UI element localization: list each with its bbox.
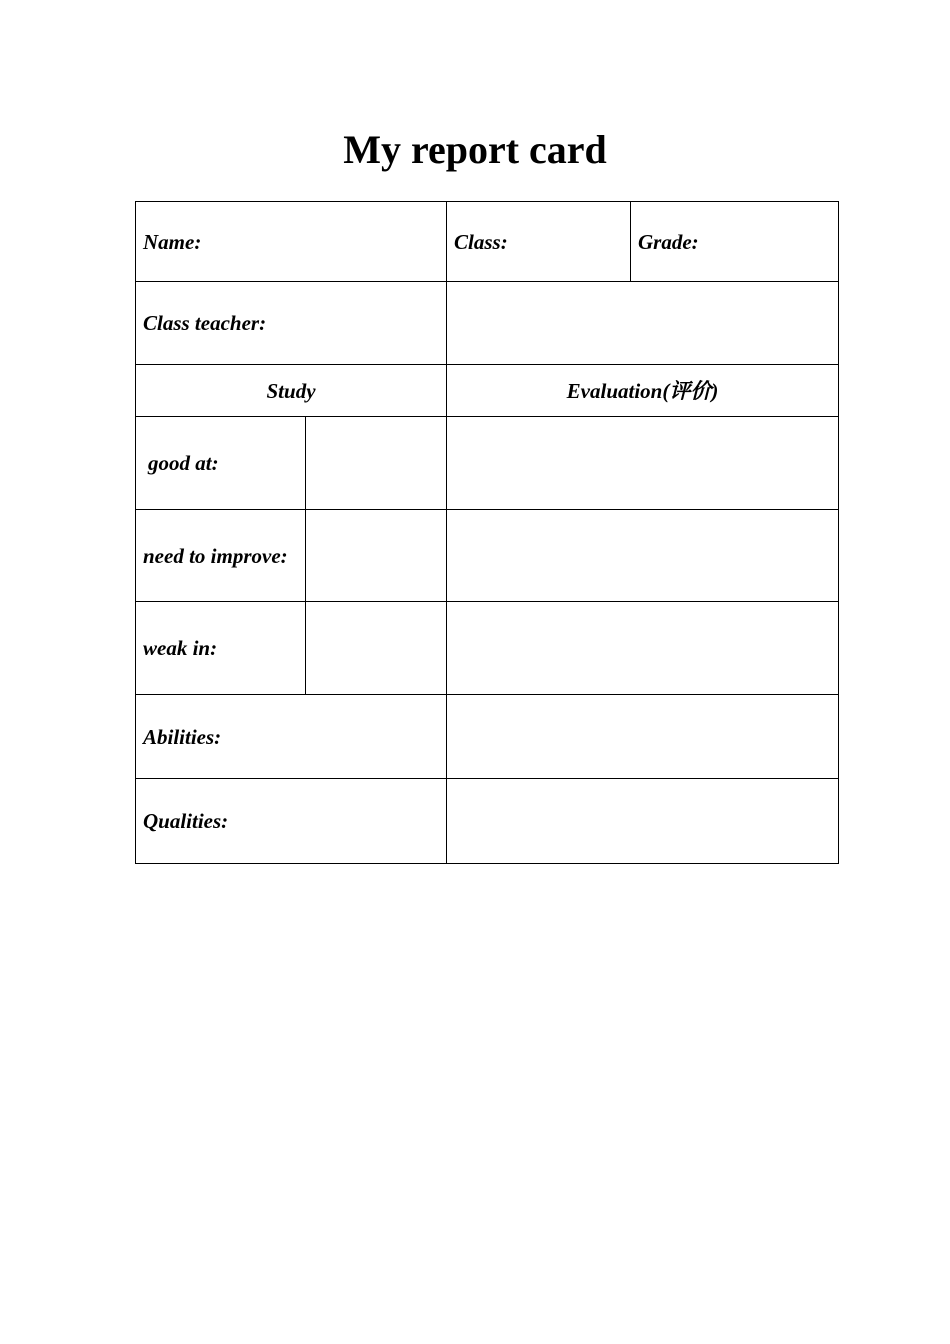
study-header: Study <box>266 378 316 403</box>
weak-in-label: weak in: <box>143 636 218 660</box>
abilities-evaluation-cell[interactable] <box>447 695 839 779</box>
name-cell[interactable] <box>136 202 447 282</box>
table-row-class-teacher <box>136 282 839 365</box>
need-to-improve-subject-cell[interactable] <box>306 510 447 602</box>
qualities-evaluation-cell[interactable] <box>447 779 839 864</box>
class-cell[interactable] <box>447 202 631 282</box>
grade-cell[interactable] <box>631 202 839 282</box>
qualities-label-cell <box>136 779 447 864</box>
class-teacher-input-cell[interactable] <box>447 282 839 365</box>
evaluation-header: Evaluation(评价) <box>566 378 719 403</box>
need-to-improve-label: need to improve: <box>143 543 288 568</box>
good-at-evaluation-cell[interactable] <box>447 417 839 510</box>
table-row-abilities <box>136 695 839 779</box>
class-teacher-label: Class teacher: <box>143 311 267 335</box>
table-row-qualities <box>136 779 839 864</box>
grade-label: Grade: <box>638 229 699 254</box>
good-at-label: good at: <box>148 451 219 475</box>
good-at-label-cell <box>136 417 306 510</box>
table-row-need-to-improve <box>136 510 839 602</box>
need-to-improve-evaluation-cell[interactable] <box>447 510 839 602</box>
class-label: Class: <box>454 229 508 254</box>
weak-in-label-cell <box>136 602 306 695</box>
qualities-label: Qualities: <box>143 809 229 833</box>
need-to-improve-label-cell <box>136 510 306 602</box>
abilities-label-cell <box>136 695 447 779</box>
table-row-section-header <box>136 365 839 417</box>
report-card-table <box>135 201 839 864</box>
page-title: My report card <box>343 127 607 172</box>
class-teacher-label-cell <box>136 282 447 365</box>
evaluation-header-cell <box>447 365 839 417</box>
weak-in-subject-cell[interactable] <box>306 602 447 695</box>
weak-in-evaluation-cell[interactable] <box>447 602 839 695</box>
good-at-subject-cell[interactable] <box>306 417 447 510</box>
table-row-good-at <box>136 417 839 510</box>
name-label: Name: <box>143 229 202 254</box>
study-header-cell <box>136 365 447 417</box>
abilities-label: Abilities: <box>143 724 222 749</box>
table-row-weak-in <box>136 602 839 695</box>
table-row-name <box>136 202 839 282</box>
